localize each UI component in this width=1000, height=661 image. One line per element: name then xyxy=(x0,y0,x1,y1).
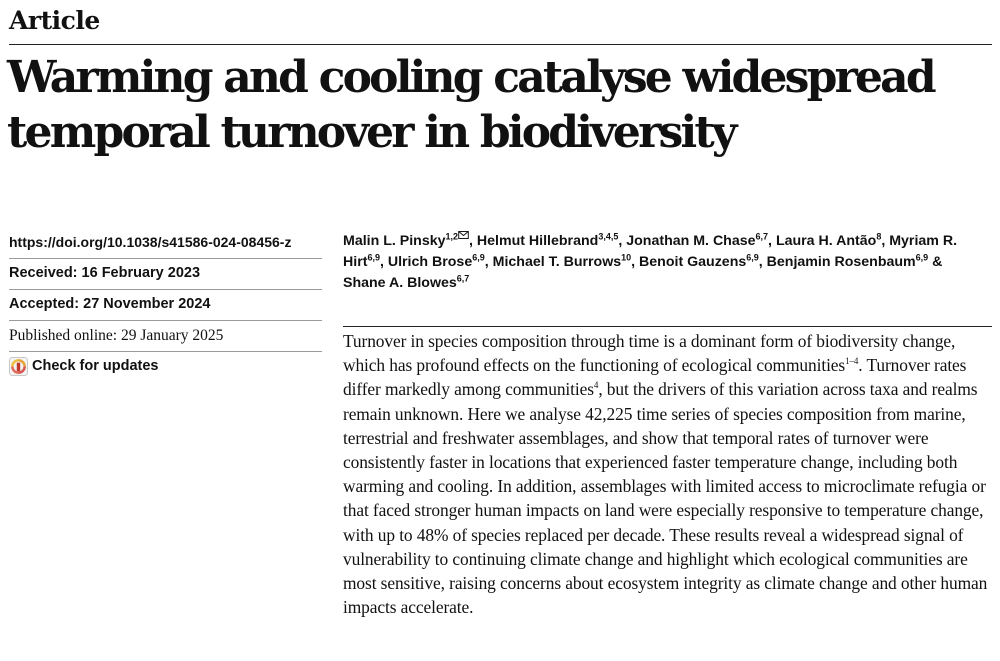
author-affiliation: 8 xyxy=(876,231,882,242)
check-for-updates-button[interactable] xyxy=(9,352,322,383)
author-name[interactable]: Benjamin Rosenbaum xyxy=(766,254,916,270)
published-date: Published online: 29 January 2025 xyxy=(9,321,322,352)
author-name[interactable]: Myriam R. Hirt xyxy=(343,233,958,270)
author-name[interactable]: Shane A. Blowes xyxy=(343,275,457,291)
author-separator: & xyxy=(928,254,943,270)
abstract-citation[interactable]: 4 xyxy=(593,380,599,391)
author-affiliation: 6,9 xyxy=(367,252,380,263)
author-separator: , xyxy=(379,254,388,270)
abstract xyxy=(343,329,993,619)
article-title: Warming and cooling catalyse widespread temporal turnover in biodiversity xyxy=(7,52,934,158)
author-separator: , xyxy=(618,233,627,249)
abstract-text-2: . Turnover rates differ markedly among communities xyxy=(343,355,967,400)
author-separator: , xyxy=(881,233,890,249)
email-icon[interactable] xyxy=(458,231,469,239)
author-separator: , xyxy=(469,233,477,249)
header-divider xyxy=(9,44,992,45)
author-name[interactable]: Jonathan M. Chase xyxy=(626,233,756,249)
author-name[interactable]: Malin L. Pinsky xyxy=(343,233,446,249)
author-name[interactable]: Laura H. Antão xyxy=(775,233,877,249)
article-type-label: Article xyxy=(9,6,100,35)
author-name[interactable]: Ulrich Brose xyxy=(387,254,473,270)
author-affiliation: 3,4,5 xyxy=(598,231,619,242)
author-separator: , xyxy=(631,254,640,270)
author-separator: , xyxy=(768,233,776,249)
check-updates-label: Check for updates xyxy=(32,358,159,374)
accepted-date: Accepted: 27 November 2024 xyxy=(9,290,322,321)
doi-link[interactable]: https://doi.org/10.1038/s41586-024-08456-z xyxy=(9,228,322,259)
author-list xyxy=(343,231,983,294)
author-affiliation: 10 xyxy=(621,252,632,263)
author-affiliation: 6,7 xyxy=(755,231,769,242)
author-separator: , xyxy=(484,254,493,270)
article-metadata xyxy=(9,228,322,383)
received-date: Received: 16 February 2023 xyxy=(9,259,322,290)
author-separator: , xyxy=(758,254,767,270)
check-updates-icon xyxy=(9,357,28,376)
author-name[interactable]: Helmut Hillebrand xyxy=(476,233,599,249)
author-affiliation: 6,9 xyxy=(472,252,485,263)
abstract-text-3: , but the drivers of this variation across taxa and realms remain unknown. Here we analyse 42,225 time series of species composition from marine, terrestrial and freshwater assemblages, and show that temporal rates of turnover were consistently faster in locations that experienced faster temperature change, including both warming and cooling. In addition, assemblages with limited access to microclimate refugia or that faced stronger human impacts on land were especially responsive to temperature change, with up to 48% of species replaced per decade. These results reveal a widespread signal of vulnerability to continuing climate change and highlight which ecological communities are most sensitive, raising concerns about ecosystem integrity as climate change and other human impacts accelerate. xyxy=(343,379,988,618)
abstract-divider xyxy=(343,326,992,327)
author-affiliation: 6,9 xyxy=(915,252,929,263)
author-affiliation: 6,9 xyxy=(746,252,759,263)
abstract-text-1: Turnover in species composition through time is a dominant form of biodiversity change, which has profound effects on the functioning of ecological communities xyxy=(343,331,956,376)
author-name[interactable]: Michael T. Burrows xyxy=(492,254,622,270)
author-affiliation: 1,2 xyxy=(445,231,459,242)
abstract-citation[interactable]: 1–4 xyxy=(845,356,859,367)
author-name[interactable]: Benoit Gauzens xyxy=(639,254,747,270)
author-affiliation: 6,7 xyxy=(456,273,470,284)
